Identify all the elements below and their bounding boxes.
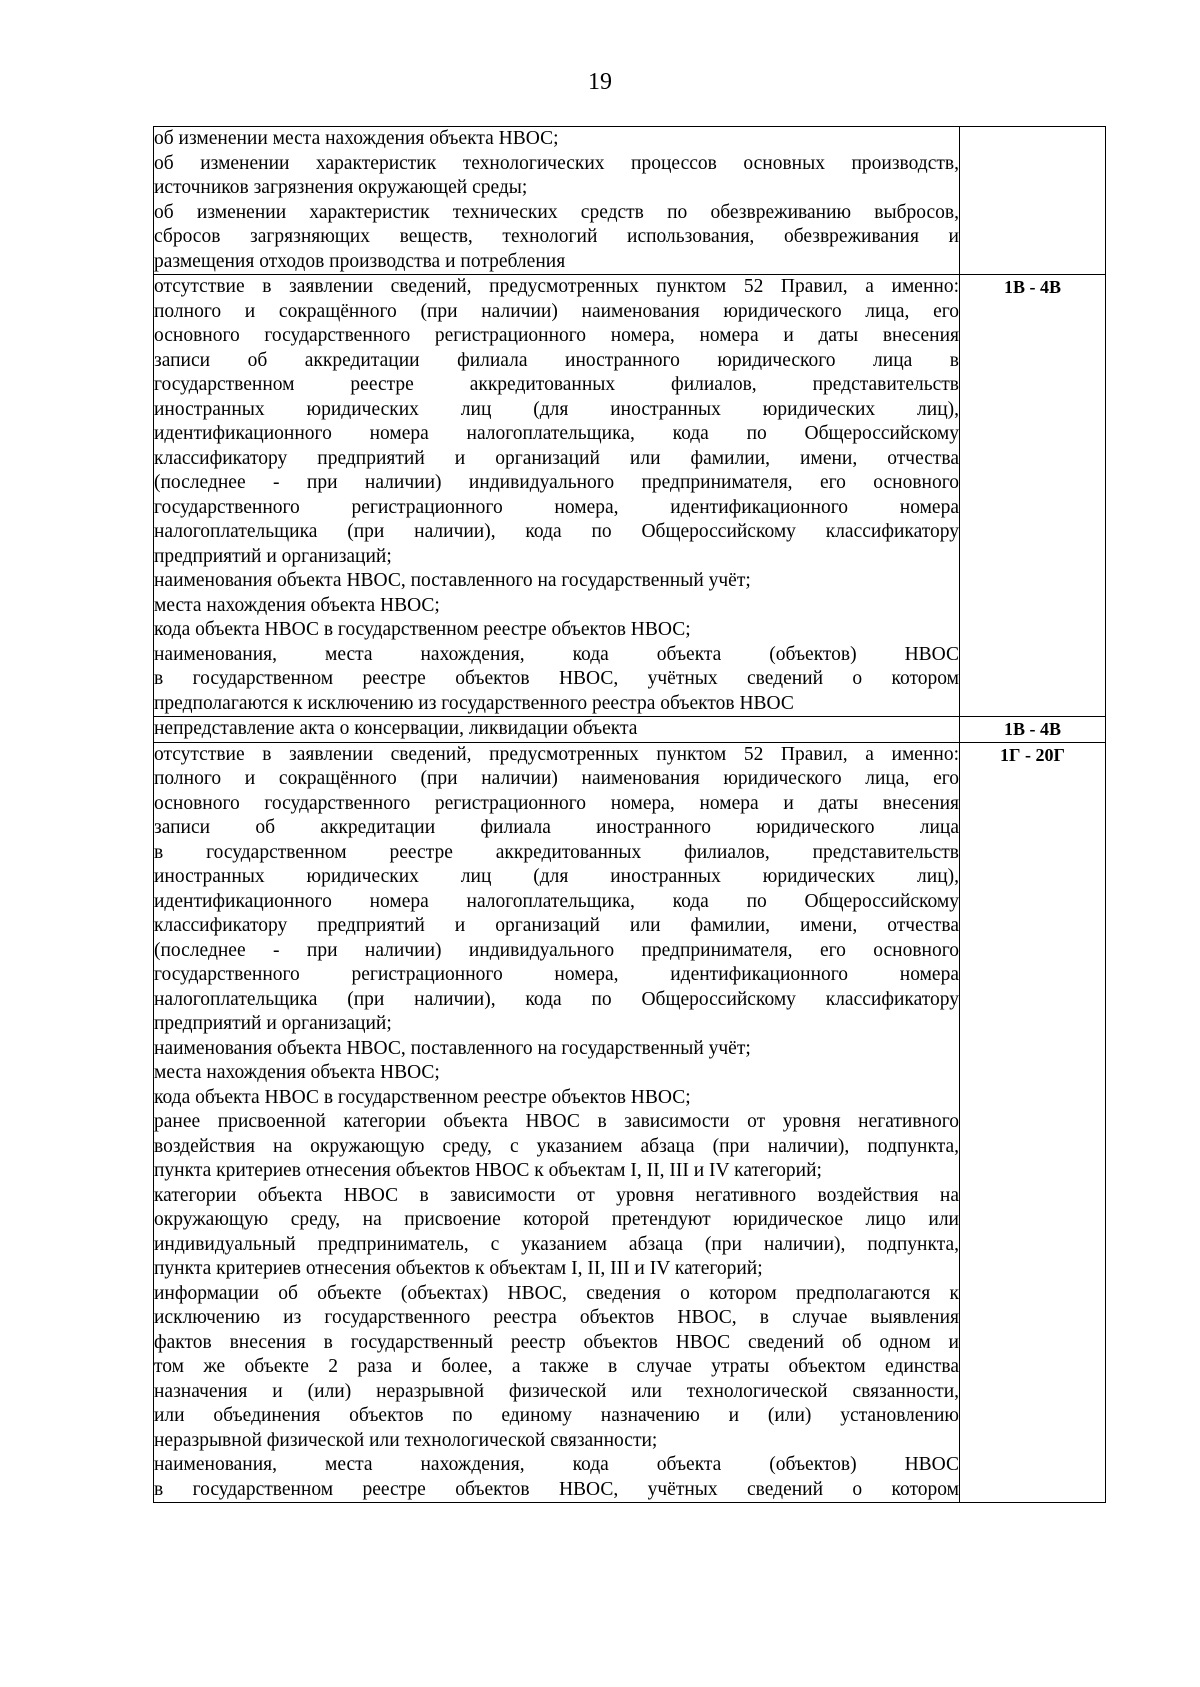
text-line: классификатору предприятий и организаций или фамилии, имени, отчества <box>154 915 959 936</box>
text-line: классификатору предприятий и организаций или фамилии, имени, отчества <box>154 447 959 469</box>
text-line: полного и сокращённого (при наличии) наименования юридического лица, его <box>154 300 959 322</box>
text-line: отсутствие в заявлении сведений, предусмотренных пунктом 52 Правил, а именно: <box>154 276 959 297</box>
text-line: (последнее - при наличии) индивидуального предпринимателя, его основного <box>154 472 959 493</box>
text-line: наименования объекта НВОС, поставленного на государственный учёт; <box>154 1037 751 1059</box>
text-line: фактов внесения в государственный реестр объектов НВОС сведений об одном и <box>154 1331 959 1353</box>
text-line: индивидуальный предприниматель, с указанием абзаца (при наличии), подпункта, <box>154 1233 959 1255</box>
text-line: государственном реестре аккредитованных филиалов, представительств <box>154 374 959 395</box>
text-line: воздействия на окружающую среду, с указанием абзаца (при наличии), подпункта, <box>154 1135 959 1157</box>
text-line: государственного регистрационного номера, идентификационного номера <box>154 496 959 518</box>
row-code: 1В - 4В <box>960 717 1106 743</box>
table-row <box>154 717 1106 743</box>
table-row <box>154 275 1106 717</box>
text-line: исключению из государственного реестра объектов НВОС, в случае выявления <box>154 1307 959 1328</box>
text-line: основного государственного регистрационного номера, номера и даты внесения <box>154 792 959 814</box>
table-row <box>154 127 1106 275</box>
row-description <box>154 717 960 743</box>
text-line: размещения отходов производства и потребления <box>154 250 566 272</box>
text-line: назначения и (или) неразрывной физической или технологической связанности, <box>154 1380 959 1402</box>
text-line: иностранных юридических лиц (для иностранных юридических лиц), <box>154 398 959 420</box>
text-line: сбросов загрязняющих веществ, технологий использования, обезвреживания и <box>154 226 959 247</box>
text-line: кода объекта НВОС в государственном реестре объектов НВОС; <box>154 1086 691 1108</box>
requirements-table <box>153 126 1106 1503</box>
text-line: государственного регистрационного номера, идентификационного номера <box>154 964 959 985</box>
row-code: 1Г - 20Г <box>960 742 1106 1503</box>
row-description <box>154 127 960 275</box>
text-line: об изменении места нахождения объекта НВОС; <box>154 128 559 149</box>
row-description <box>154 275 960 717</box>
text-line: пункта критериев отнесения объектов НВОС к объектам I, II, III и IV категорий; <box>154 1160 822 1181</box>
text-line: записи об аккредитации филиала иностранного юридического лица в <box>154 349 959 371</box>
text-line: налогоплательщика (при наличии), кода по Общероссийскому классификатору <box>154 988 959 1010</box>
text-line: записи об аккредитации филиала иностранного юридического лица <box>154 817 959 838</box>
text-line: идентификационного номера налогоплательщика, кода по Общероссийскому <box>154 423 959 444</box>
text-line: категории объекта НВОС в зависимости от уровня негативного воздействия на <box>154 1184 959 1206</box>
text-line: или объединения объектов по единому назначению и (или) установлению <box>154 1405 959 1426</box>
text-line: ранее присвоенной категории объекта НВОС в зависимости от уровня негативного <box>154 1111 959 1132</box>
text-line: наименования объекта НВОС, поставленного на государственный учёт; <box>154 570 751 591</box>
text-line: налогоплательщика (при наличии), кода по Общероссийскому классификатору <box>154 521 959 542</box>
text-line: иностранных юридических лиц (для иностранных юридических лиц), <box>154 866 959 887</box>
text-line: наименования, места нахождения, кода объекта (объектов) НВОС <box>154 1454 959 1475</box>
text-line: неразрывной физической или технологической связанности; <box>154 1429 658 1451</box>
text-line: том же объекте 2 раза и более, а также в случае утраты объектом единства <box>154 1356 959 1377</box>
row-code <box>960 127 1106 275</box>
text-line: предприятий и организаций; <box>154 545 392 567</box>
text-line: наименования, места нахождения, кода объекта (объектов) НВОС <box>154 643 959 665</box>
text-line: пункта критериев отнесения объектов к объектам I, II, III и IV категорий; <box>154 1258 763 1279</box>
text-line: (последнее - при наличии) индивидуального предпринимателя, его основного <box>154 939 959 961</box>
text-line: идентификационного номера налогоплательщика, кода по Общероссийскому <box>154 890 959 912</box>
row-description <box>154 742 960 1503</box>
text-line: отсутствие в заявлении сведений, предусмотренных пунктом 52 Правил, а именно: <box>154 743 959 765</box>
text-line: об изменении характеристик технологических процессов основных производств, <box>154 152 959 174</box>
text-line: об изменении характеристик технических средств по обезвреживанию выбросов, <box>154 201 959 223</box>
text-line: предприятий и организаций; <box>154 1013 392 1034</box>
page-number: 19 <box>588 69 612 95</box>
text-line: в государственном реестре объектов НВОС, учётных сведений о котором <box>154 668 959 689</box>
text-line: предполагаются к исключению из государственного реестра объектов НВОС <box>154 692 794 714</box>
text-line: места нахождения объекта НВОС; <box>154 594 440 616</box>
text-line: полного и сокращённого (при наличии) наименования юридического лица, его <box>154 768 959 789</box>
text-line: источников загрязнения окружающей среды; <box>154 177 528 198</box>
table-row <box>154 742 1106 1503</box>
text-line: информации об объекте (объектах) НВОС, сведения о котором предполагаются к <box>154 1282 959 1304</box>
text-line: основного государственного регистрационного номера, номера и даты внесения <box>154 325 959 346</box>
text-line: места нахождения объекта НВОС; <box>154 1062 440 1083</box>
text-line: непредставление акта о консервации, ликвидации объекта <box>154 718 638 739</box>
text-line: в государственном реестре аккредитованных филиалов, представительств <box>154 841 959 863</box>
text-line: в государственном реестре объектов НВОС, учётных сведений о котором <box>154 1478 959 1500</box>
row-code: 1В - 4В <box>960 275 1106 717</box>
text-line: кода объекта НВОС в государственном реестре объектов НВОС; <box>154 619 691 640</box>
text-line: окружающую среду, на присвоение которой претендуют юридическое лицо или <box>154 1209 959 1230</box>
table-body <box>154 127 1106 1503</box>
